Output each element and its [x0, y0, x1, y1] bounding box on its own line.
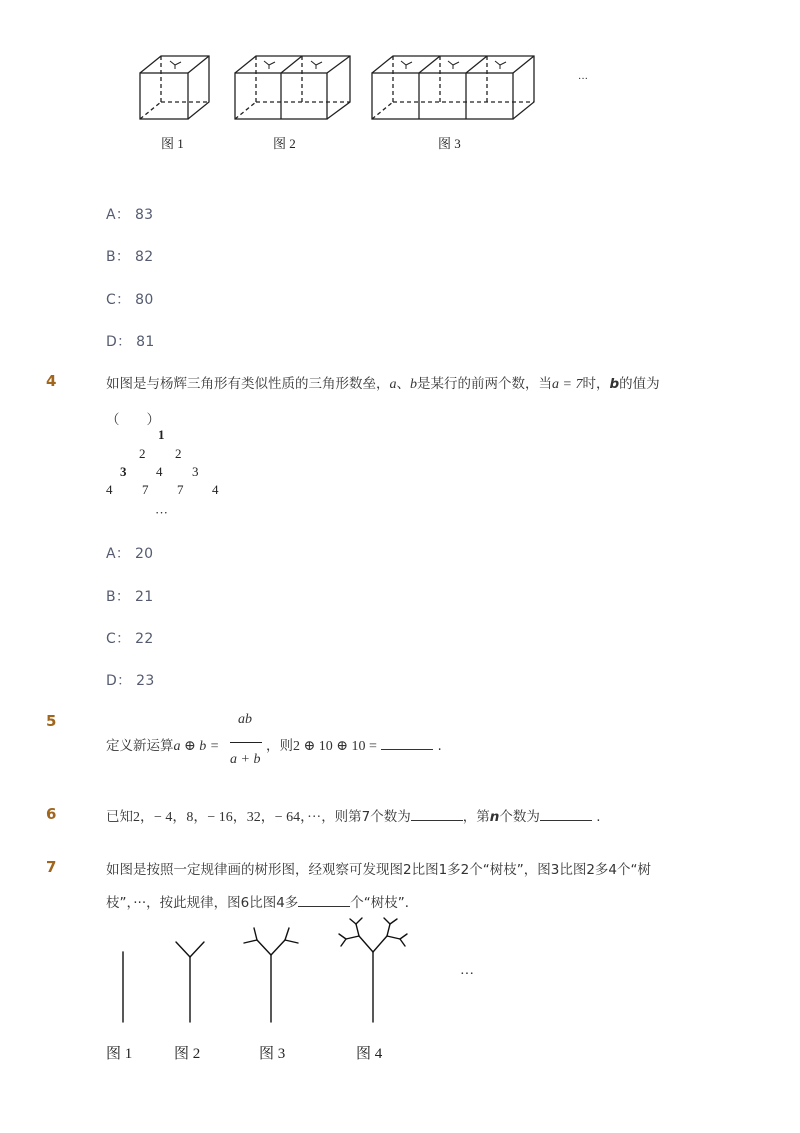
triangle-cell: 2: [139, 446, 146, 461]
option-a[interactable]: A： 83: [106, 207, 154, 223]
question-text-continued: ，则2 ⊕ 10 ⊕ 10 = .: [266, 738, 442, 754]
tree-caption-1: 图 1: [106, 1046, 133, 1062]
triangle-cell: 1: [158, 427, 165, 442]
question-text: 如图是与杨辉三角形有类似性质的三角形数垒，a、b是某行的前两个数，当a = 7时，b的值为: [106, 376, 660, 392]
question-text-line-2: 枝”，···，按此规律，图6比图4多 个“树枝”．: [106, 895, 419, 911]
fraction-denominator: a + b: [230, 752, 261, 767]
question-text-line-1: 如图是按照一定规律画的树形图，经观察可发现图2比图1多2个“树枝”，图3比图2多4个“树: [106, 862, 652, 878]
triangle-cell: 4: [156, 464, 163, 479]
tree-ellipsis: ···: [460, 967, 474, 982]
option-d[interactable]: D： 81: [106, 334, 155, 350]
tree-figure-4: [339, 918, 407, 1022]
figure-caption-1: 图 1: [161, 136, 184, 151]
question-text: 已知2，− 4，8，− 16，32，− 64，···，则第7个数为 ，第n个数为 .: [106, 809, 601, 825]
question-number: 6: [46, 805, 57, 823]
triangle-cell: 7: [142, 482, 149, 497]
option-b[interactable]: B： 21: [106, 589, 154, 605]
answer-parentheses: （ ）: [106, 412, 160, 428]
question-text: 定义新运算a ⊕ b =: [106, 738, 220, 754]
option-c[interactable]: C： 22: [106, 631, 154, 647]
option-c[interactable]: C： 80: [106, 292, 154, 308]
question-number: 4: [46, 372, 57, 390]
triangle-cell: 2: [175, 446, 182, 461]
tree-caption-2: 图 2: [174, 1046, 201, 1062]
question-number: 5: [46, 712, 57, 730]
triangle-cell: 4: [106, 482, 113, 497]
tree-caption-4: 图 4: [356, 1046, 383, 1062]
tree-figure-3: [244, 928, 298, 1022]
question-number: 7: [46, 858, 57, 876]
triangle-cell: 3: [120, 464, 127, 479]
fraction-numerator: ab: [238, 712, 252, 727]
figure-caption-3: 图 3: [438, 136, 461, 151]
option-b[interactable]: B： 82: [106, 249, 154, 265]
option-a[interactable]: A： 20: [106, 546, 154, 562]
figure-caption-2: 图 2: [273, 136, 296, 151]
tree-figure-2: [176, 942, 204, 1022]
figure-ellipsis: ···: [578, 74, 588, 85]
triangle-ellipsis: ···: [155, 505, 168, 520]
option-d[interactable]: D： 23: [106, 673, 155, 689]
triangle-cell: 7: [177, 482, 184, 497]
triangle-cell: 3: [192, 464, 199, 479]
tree-caption-3: 图 3: [259, 1046, 286, 1062]
triangle-cell: 4: [212, 482, 219, 497]
